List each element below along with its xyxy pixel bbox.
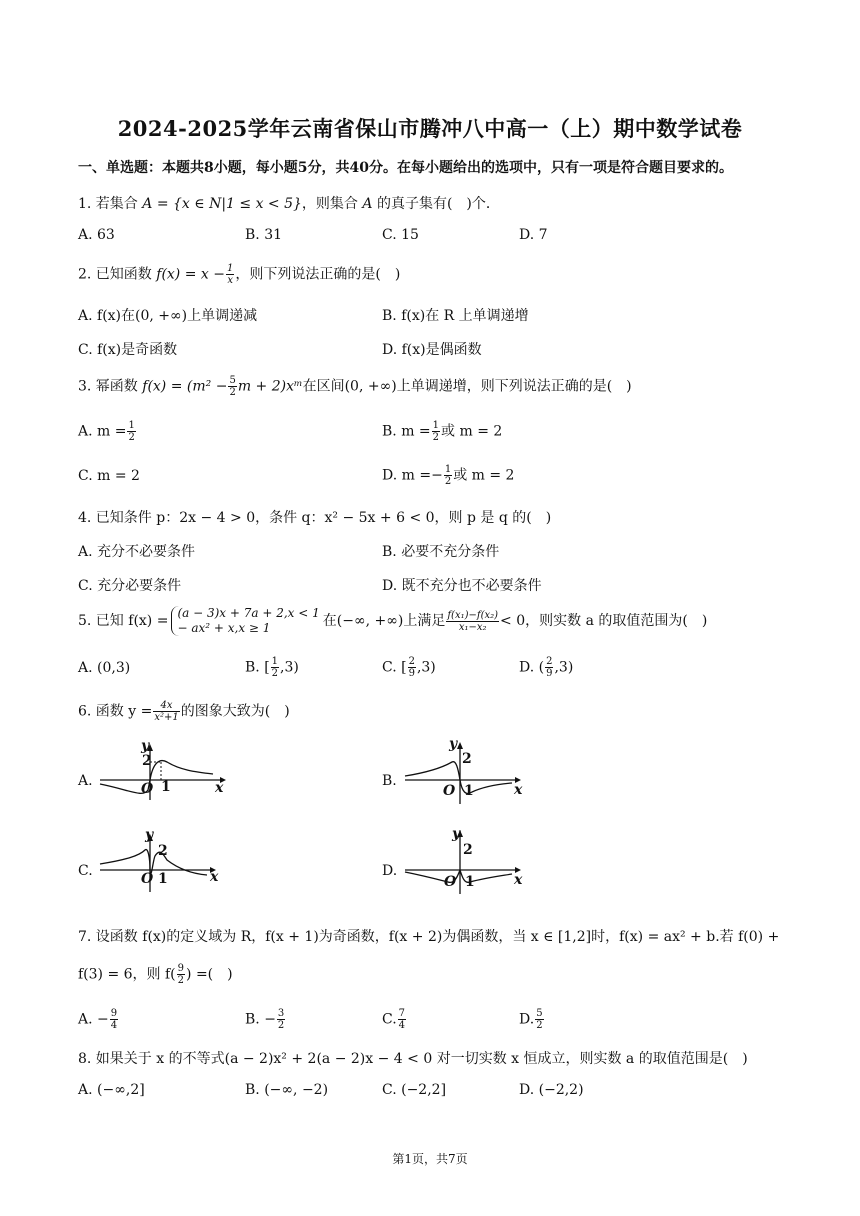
graph-a-tick-1: 1 — [161, 779, 171, 795]
graph-b-x-label: x — [514, 782, 523, 798]
graph-a-y-label: y — [141, 738, 150, 754]
page-title: 2024-2025学年云南省保山市腾冲八中高一（上）期中数学试卷 — [117, 116, 743, 141]
q2-option-d: D. f(x)是偶函数 — [382, 342, 482, 358]
graph-a-tick-2: 2 — [142, 753, 152, 769]
q7-option-a: A. − $\frac{9}{4}$ — [78, 1008, 118, 1031]
q8-option-a: A. (−∞,2] — [78, 1082, 145, 1098]
graph-d-tick-1: 1 — [465, 874, 475, 890]
q3-option-c: C. m = 2 — [78, 468, 140, 484]
q4-option-d: D. 既不充分也不必要条件 — [382, 578, 542, 594]
question-8-stem: 8. 如果关于 x 的不等式(a − 2)x² + 2(a − 2)x − 4 < 0 对一切实数 x 恒成立，则实数 a 的取值范围是( ) — [78, 1051, 748, 1067]
question-4-stem: 4. 已知条件 p：2x − 4 > 0，条件 q：x² − 5x + 6 < 0，则 p 是 q 的( ) — [78, 510, 552, 526]
question-3-stem: 3. 幂函数 f(x) = (m² − $\frac{5}{2}$ m + 2)xᵐ在区间(0, +∞)上单调递增，则下列说法正确的是( ) — [78, 375, 632, 398]
q3-option-a: A. m = $\frac{1}{2}$ — [78, 420, 135, 443]
q7-option-d: D. $\frac{5}{2}$ — [519, 1008, 543, 1031]
graph-d-origin: O — [444, 874, 457, 890]
graph-d-tick-2: 2 — [463, 842, 473, 858]
graph-d-x-label: x — [514, 872, 523, 888]
graph-a-x-label: x — [215, 780, 224, 796]
question-6-stem: 6. 函数 y = $\frac{4x}{\text{x²+1}}$ 的图象大致为( ) — [78, 700, 290, 723]
q5-option-b: B. [ $\frac{1}{2}$ ,3) — [245, 656, 299, 679]
graph-b-tick-1: 1 — [464, 783, 474, 799]
question-5-stem: 5. 已知 f(x) = (a − 3)x + 7a + 2,x < 1 − ax² + x,x ≥ 1 在(−∞, +∞)上满足 $\frac{\text{f(x₁)−f(x₂)}}{\text{x₁−x₂}}$ < 0，则实数 a 的取值范围为( ) — [78, 606, 708, 635]
graph-c-origin: O — [141, 871, 154, 887]
q7-option-c: C. $\frac{7}{4}$ — [382, 1008, 406, 1031]
q7-option-b: B. − $\frac{3}{2}$ — [245, 1008, 285, 1031]
section-heading: 一、单选题：本题共8小题，每小题5分，共40分。在每小题给出的选项中，只有一项是符合题目要求的。 — [78, 160, 733, 176]
q6-option-b-label: B. — [382, 773, 397, 789]
q3-option-d: D. m =− $\frac{1}{2}$ 或 m = 2 — [382, 464, 515, 487]
q1-option-a: A. 63 — [78, 227, 115, 243]
q4-option-c: C. 充分必要条件 — [78, 578, 182, 594]
graph-c-tick-2: 2 — [158, 843, 168, 859]
q2-option-c: C. f(x)是奇函数 — [78, 342, 178, 358]
graph-b-tick-2: 2 — [462, 751, 472, 767]
q6-graph-a — [95, 740, 235, 806]
question-1-stem: 1. 若集合 A = {x ∈ N|1 ≤ x < 5}，则集合 A 的真子集有( )个． — [78, 196, 500, 212]
q8-option-b: B. (−∞, −2) — [245, 1082, 329, 1098]
q3-option-b: B. m = $\frac{1}{2}$ 或 m = 2 — [382, 420, 503, 443]
q1-option-d: D. 7 — [519, 227, 548, 243]
q1-option-b: B. 31 — [245, 227, 283, 243]
q5-option-d: D. ( $\frac{2}{9}$ ,3) — [519, 656, 574, 679]
q2-option-b: B. f(x)在 R 上单调递增 — [382, 308, 529, 324]
q6-option-a-label: A. — [78, 773, 93, 789]
q6-option-c-label: C. — [78, 863, 93, 879]
q4-option-b: B. 必要不充分条件 — [382, 544, 500, 560]
graph-d-y-label: y — [452, 826, 461, 842]
question-2-stem: 2. 已知函数 f(x) = x − $\frac{1}{x}$ ，则下列说法正确的是( ) — [78, 263, 401, 286]
q2-option-a: A. f(x)在(0, +∞)上单调递减 — [78, 308, 258, 324]
graph-c-y-label: y — [145, 827, 154, 843]
q6-option-d-label: D. — [382, 863, 398, 879]
page-footer: 第1页，共7页 — [392, 1152, 468, 1166]
q8-option-d: D. (−2,2) — [519, 1082, 584, 1098]
graph-c-x-label: x — [210, 869, 219, 885]
question-7-line-1: 7. 设函数 f(x)的定义域为 R，f(x + 1)为奇函数，f(x + 2)为偶函数，当 x ∈ [1,2]时，f(x) = ax² + b.若 f(0) + — [78, 929, 780, 945]
q1-option-c: C. 15 — [382, 227, 419, 243]
graph-b-origin: O — [443, 783, 456, 799]
graph-c-tick-1: 1 — [158, 871, 168, 887]
q5-option-c: C. [ $\frac{2}{9}$ ,3) — [382, 656, 436, 679]
q5-option-a: A. (0,3) — [78, 660, 131, 676]
question-7-line-2: f(3) = 6，则 f( $\frac{9}{2}$ ) =( ) — [78, 963, 233, 986]
q4-option-a: A. 充分不必要条件 — [78, 544, 196, 560]
graph-a-origin: O — [141, 781, 154, 797]
graph-b-y-label: y — [449, 736, 458, 752]
q8-option-c: C. (−2,2] — [382, 1082, 447, 1098]
